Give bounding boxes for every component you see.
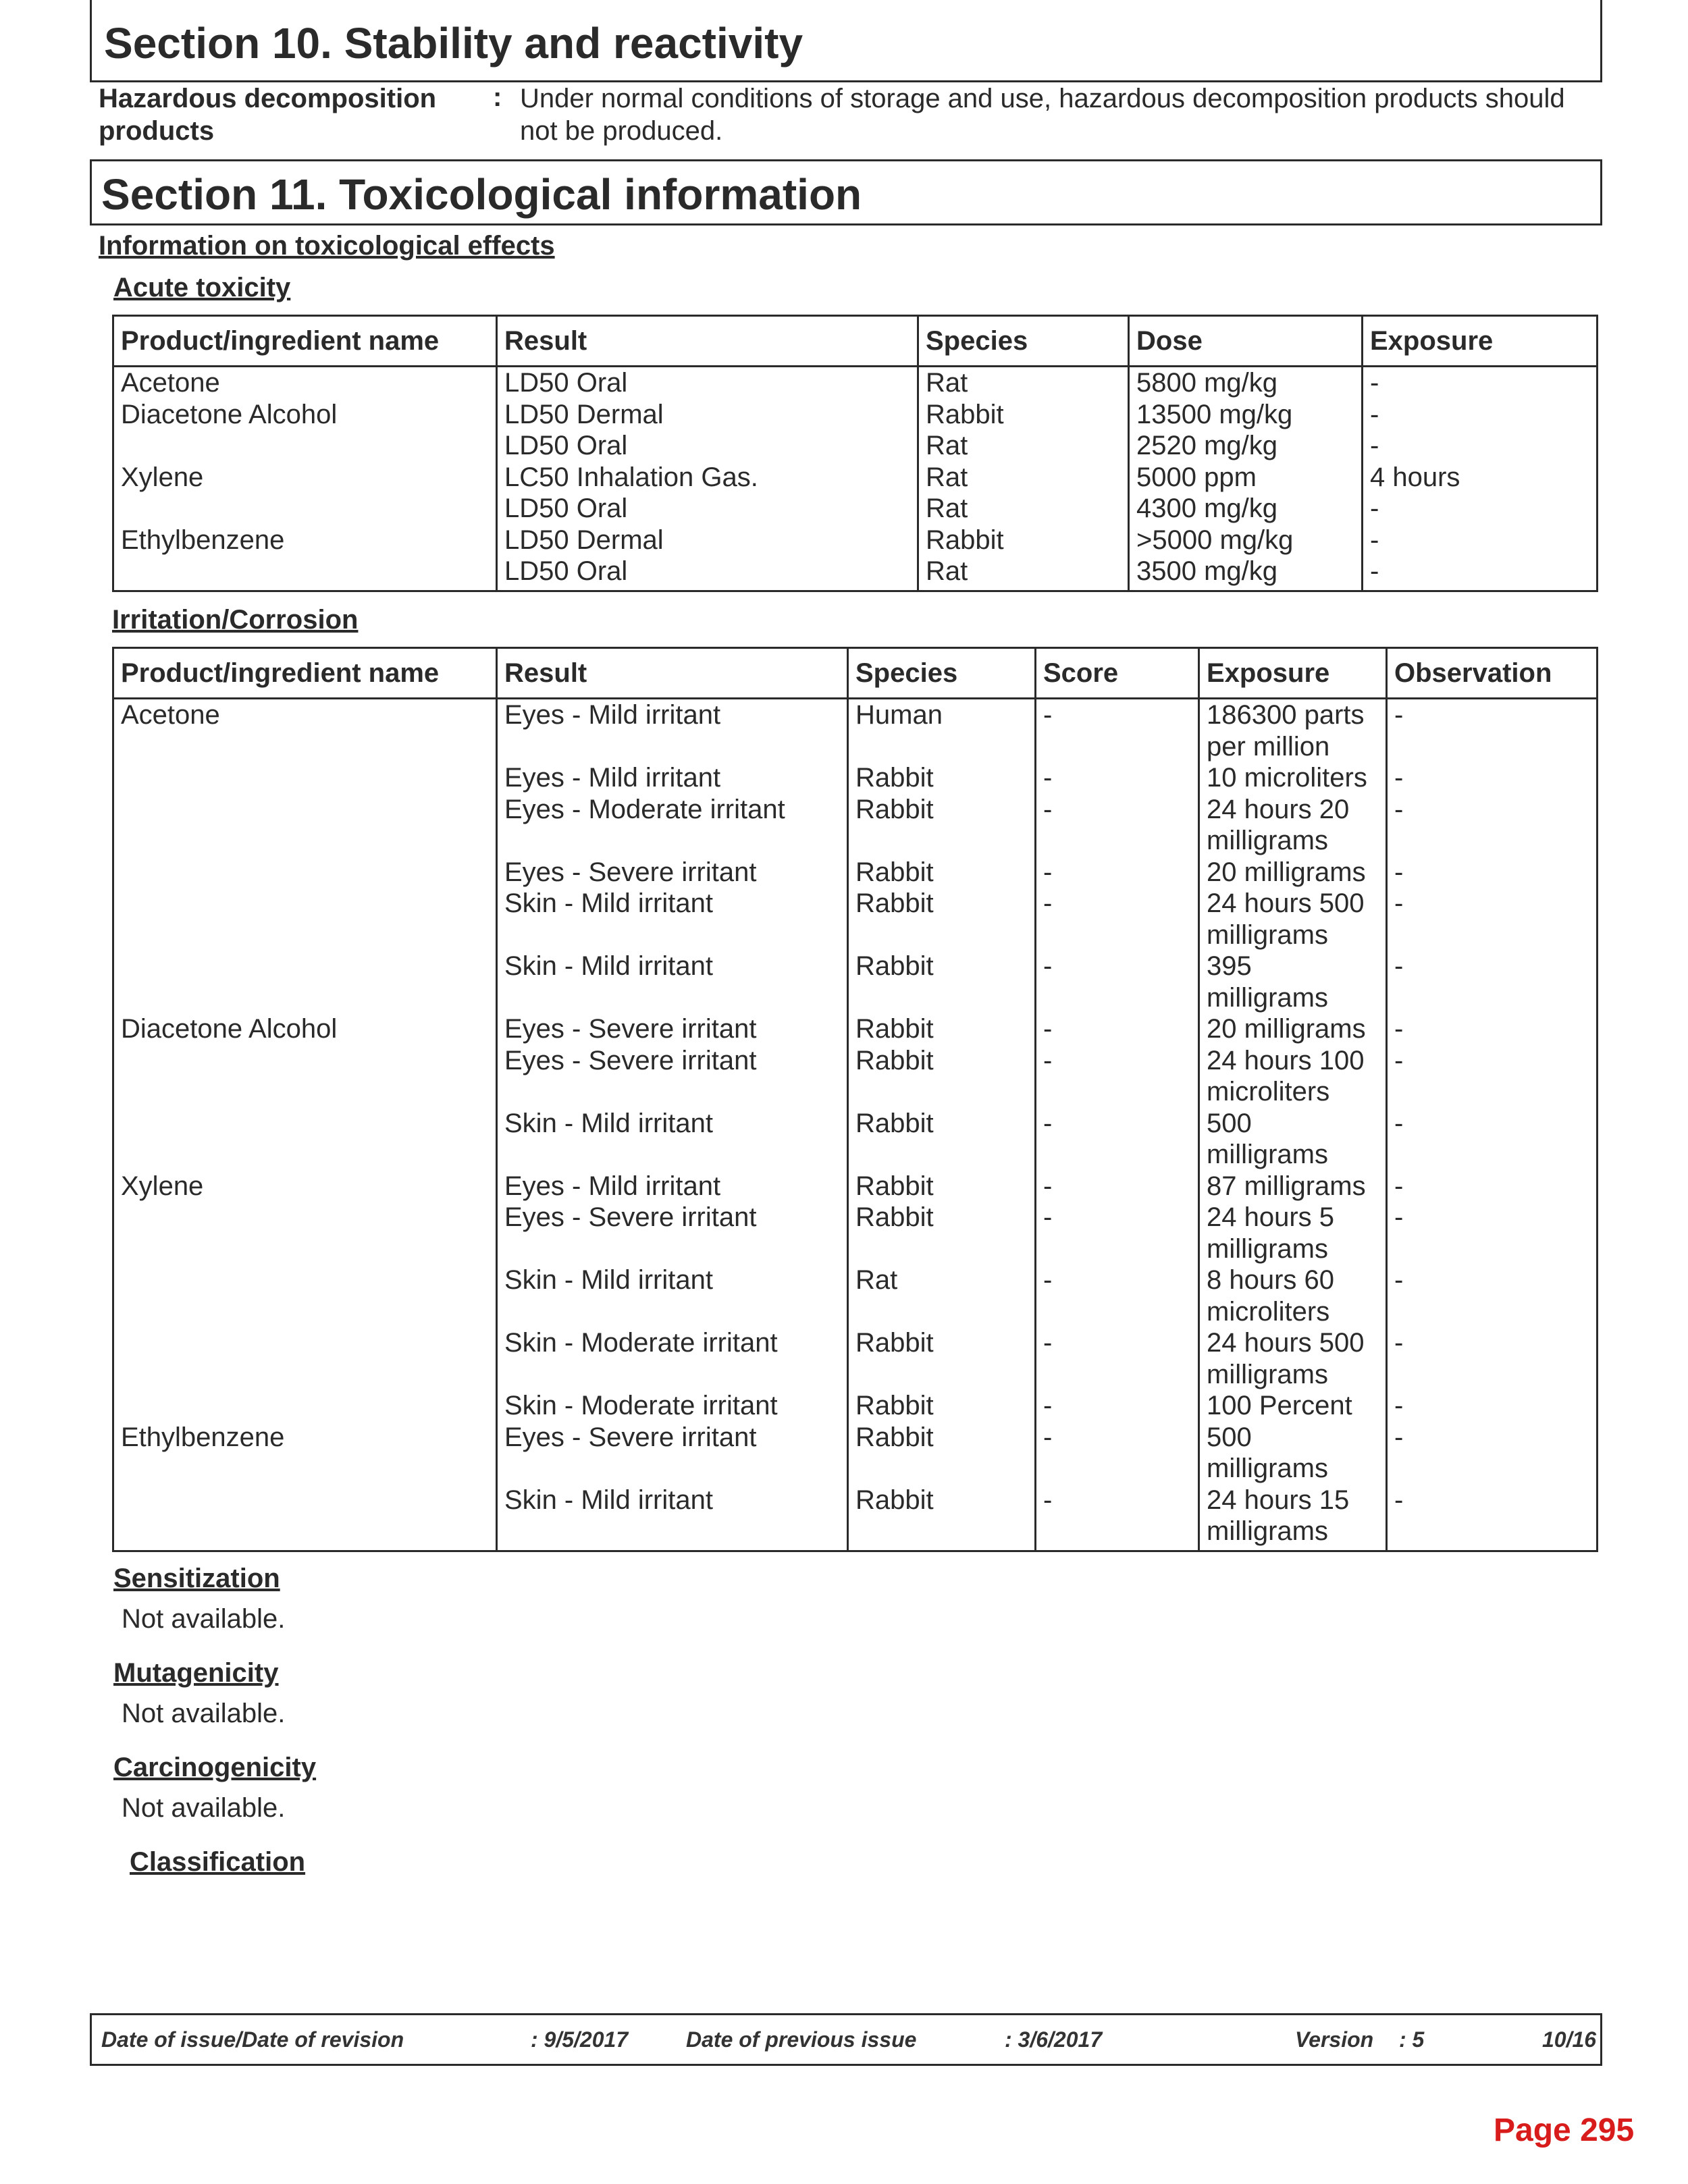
acute-toxicity-header-cell: Exposure <box>1363 316 1598 367</box>
irritation-cell <box>113 1045 497 1108</box>
irritation-cell: - <box>1036 1171 1199 1202</box>
hazardous-decomposition-label <box>99 82 436 147</box>
label-line-1: Hazardous decomposition <box>99 84 437 113</box>
acute-toxicity-cell: - <box>1363 525 1598 556</box>
irritation-cell: 20 milligrams <box>1199 857 1387 888</box>
irritation-cell: - <box>1036 1013 1199 1045</box>
irritation-cell: 20 milligrams <box>1199 1013 1387 1045</box>
irritation-row <box>113 1390 1598 1422</box>
irritation-cell: Rabbit <box>848 1045 1036 1108</box>
acute-toxicity-cell <box>113 556 497 591</box>
acute-toxicity-cell: - <box>1363 493 1598 525</box>
irritation-cell: Eyes - Mild irritant <box>497 762 848 794</box>
irritation-cell <box>113 1202 497 1264</box>
issue-date-label: Date of issue/Date of revision <box>101 2027 404 2052</box>
acute-toxicity-cell: Rat <box>918 430 1129 462</box>
irritation-cell: Eyes - Moderate irritant <box>497 794 848 857</box>
irritation-cell: - <box>1387 1013 1598 1045</box>
acute-toxicity-cell: LD50 Oral <box>497 556 918 591</box>
acute-toxicity-cell: Diacetone Alcohol <box>113 399 497 431</box>
irritation-row <box>113 1422 1598 1485</box>
irritation-cell: Skin - Mild irritant <box>497 1485 848 1551</box>
irritation-header-cell: Exposure <box>1199 648 1387 699</box>
irritation-row <box>113 794 1598 857</box>
irritation-corrosion-table <box>112 647 1598 1552</box>
irritation-cell <box>113 794 497 857</box>
irritation-cell: 100 Percent <box>1199 1390 1387 1422</box>
irritation-cell: 24 hours 20 milligrams <box>1199 794 1387 857</box>
irritation-cell: Eyes - Severe irritant <box>497 1422 848 1485</box>
acute-toxicity-table <box>112 315 1598 592</box>
irritation-cell: Eyes - Mild irritant <box>497 699 848 763</box>
irritation-cell: Skin - Mild irritant <box>497 1264 848 1327</box>
irritation-cell: - <box>1036 951 1199 1013</box>
irritation-row <box>113 699 1598 763</box>
irritation-cell: - <box>1387 1390 1598 1422</box>
irritation-cell: Diacetone Alcohol <box>113 1013 497 1045</box>
acute-toxicity-cell: Rat <box>918 493 1129 525</box>
irritation-cell: - <box>1387 951 1598 1013</box>
irritation-header-cell: Observation <box>1387 648 1598 699</box>
acute-toxicity-cell: 4 hours <box>1363 462 1598 494</box>
irritation-row <box>113 888 1598 951</box>
irritation-cell: 395 milligrams <box>1199 951 1387 1013</box>
irritation-cell: Rabbit <box>848 1202 1036 1264</box>
acute-toxicity-cell <box>113 493 497 525</box>
acute-toxicity-row <box>113 399 1598 431</box>
irritation-cell: - <box>1387 762 1598 794</box>
mutagenicity-heading: Mutagenicity <box>113 1658 279 1688</box>
classification-heading: Classification <box>130 1847 306 1877</box>
acute-toxicity-cell: - <box>1363 399 1598 431</box>
colon-separator: : <box>493 82 502 112</box>
irritation-cell: Eyes - Severe irritant <box>497 1045 848 1108</box>
document-footer <box>90 2013 1602 2066</box>
irritation-cell: - <box>1036 699 1199 763</box>
acute-toxicity-cell: Rabbit <box>918 525 1129 556</box>
acute-toxicity-row <box>113 462 1598 494</box>
irritation-cell: - <box>1036 1202 1199 1264</box>
irritation-cell: Skin - Mild irritant <box>497 888 848 951</box>
irritation-cell: - <box>1387 1108 1598 1171</box>
irritation-cell: 8 hours 60 microliters <box>1199 1264 1387 1327</box>
page-stamp: Page 295 <box>1494 2112 1635 2148</box>
irritation-row <box>113 1108 1598 1171</box>
acute-toxicity-cell: 13500 mg/kg <box>1129 399 1363 431</box>
version-value: : 5 <box>1399 2027 1425 2052</box>
irritation-cell: 87 milligrams <box>1199 1171 1387 1202</box>
irritation-cell: 24 hours 5 milligrams <box>1199 1202 1387 1264</box>
acute-toxicity-cell: LD50 Dermal <box>497 525 918 556</box>
irritation-cell <box>113 951 497 1013</box>
irritation-cell: 10 microliters <box>1199 762 1387 794</box>
irritation-cell <box>113 857 497 888</box>
irritation-cell: - <box>1036 1485 1199 1551</box>
irritation-cell: Eyes - Mild irritant <box>497 1171 848 1202</box>
irritation-corrosion-heading: Irritation/Corrosion <box>112 605 359 635</box>
acute-toxicity-cell: Xylene <box>113 462 497 494</box>
irritation-cell: Xylene <box>113 1171 497 1202</box>
acute-toxicity-cell: 3500 mg/kg <box>1129 556 1363 591</box>
carcinogenicity-text: Not available. <box>122 1793 286 1823</box>
acute-toxicity-row <box>113 493 1598 525</box>
irritation-cell <box>113 1390 497 1422</box>
irritation-cell: Skin - Mild irritant <box>497 951 848 1013</box>
irritation-cell: - <box>1387 1422 1598 1485</box>
section-10-title: Section 10. Stability and reactivity <box>104 19 803 68</box>
acute-toxicity-cell: 2520 mg/kg <box>1129 430 1363 462</box>
irritation-cell: - <box>1387 794 1598 857</box>
irritation-cell: 24 hours 100 microliters <box>1199 1045 1387 1108</box>
irritation-cell: 24 hours 15 milligrams <box>1199 1485 1387 1551</box>
carcinogenicity-heading: Carcinogenicity <box>113 1753 317 1782</box>
acute-toxicity-cell: >5000 mg/kg <box>1129 525 1363 556</box>
label-line-2: products <box>99 116 215 146</box>
irritation-cell <box>113 1485 497 1551</box>
irritation-cell: Ethylbenzene <box>113 1422 497 1485</box>
irritation-cell: - <box>1387 699 1598 763</box>
acute-toxicity-cell: Rat <box>918 367 1129 399</box>
acute-toxicity-heading: Acute toxicity <box>113 273 291 302</box>
irritation-row <box>113 951 1598 1013</box>
irritation-cell: - <box>1387 1485 1598 1551</box>
irritation-cell: - <box>1387 1045 1598 1108</box>
version-label: Version <box>1295 2027 1374 2052</box>
irritation-cell: - <box>1036 1327 1199 1390</box>
acute-toxicity-cell: LD50 Oral <box>497 493 918 525</box>
acute-toxicity-row <box>113 556 1598 591</box>
acute-toxicity-cell <box>113 430 497 462</box>
irritation-cell: - <box>1387 1264 1598 1327</box>
irritation-row <box>113 1171 1598 1202</box>
acute-toxicity-cell: Rabbit <box>918 399 1129 431</box>
value-line-2: not be produced. <box>520 116 723 146</box>
irritation-cell <box>113 1108 497 1171</box>
toxicological-effects-heading: Information on toxicological effects <box>99 231 555 261</box>
irritation-header-cell: Score <box>1036 648 1199 699</box>
acute-toxicity-cell: 5800 mg/kg <box>1129 367 1363 399</box>
acute-toxicity-cell: LC50 Inhalation Gas. <box>497 462 918 494</box>
irritation-cell: - <box>1387 888 1598 951</box>
irritation-cell: Rabbit <box>848 794 1036 857</box>
irritation-cell: - <box>1036 762 1199 794</box>
section-10-header <box>90 0 1602 82</box>
acute-toxicity-cell: - <box>1363 430 1598 462</box>
irritation-row <box>113 1045 1598 1108</box>
irritation-cell: Rabbit <box>848 1013 1036 1045</box>
irritation-cell: Rabbit <box>848 762 1036 794</box>
irritation-cell: - <box>1036 857 1199 888</box>
irritation-cell: Skin - Moderate irritant <box>497 1390 848 1422</box>
acute-toxicity-cell: Acetone <box>113 367 497 399</box>
acute-toxicity-cell: - <box>1363 556 1598 591</box>
irritation-row <box>113 1327 1598 1390</box>
acute-toxicity-header-cell: Product/ingredient name <box>113 316 497 367</box>
acute-toxicity-header-cell: Dose <box>1129 316 1363 367</box>
irritation-cell <box>113 1264 497 1327</box>
previous-issue-label: Date of previous issue <box>686 2027 917 2052</box>
hazardous-decomposition-value <box>520 82 1565 147</box>
irritation-cell: Eyes - Severe irritant <box>497 857 848 888</box>
sensitization-heading: Sensitization <box>113 1564 280 1593</box>
acute-toxicity-header-cell: Species <box>918 316 1129 367</box>
page-counter: 10/16 <box>1542 2027 1597 2052</box>
acute-toxicity-row <box>113 430 1598 462</box>
irritation-cell: Rabbit <box>848 1390 1036 1422</box>
acute-toxicity-cell: 4300 mg/kg <box>1129 493 1363 525</box>
value-line-1: Under normal conditions of storage and use, hazardous decomposition products should <box>520 84 1565 113</box>
acute-toxicity-header-cell: Result <box>497 316 918 367</box>
acute-toxicity-row <box>113 367 1598 399</box>
irritation-cell: Rabbit <box>848 857 1036 888</box>
irritation-cell <box>113 888 497 951</box>
irritation-row <box>113 1202 1598 1264</box>
acute-toxicity-cell: LD50 Dermal <box>497 399 918 431</box>
irritation-row <box>113 1264 1598 1327</box>
irritation-cell: - <box>1036 1108 1199 1171</box>
irritation-cell: Eyes - Severe irritant <box>497 1202 848 1264</box>
sensitization-text: Not available. <box>122 1604 286 1634</box>
irritation-row <box>113 762 1598 794</box>
acute-toxicity-cell: - <box>1363 367 1598 399</box>
irritation-cell <box>113 1327 497 1390</box>
irritation-cell: 24 hours 500 milligrams <box>1199 1327 1387 1390</box>
acute-toxicity-cell: Ethylbenzene <box>113 525 497 556</box>
irritation-cell: Rabbit <box>848 1108 1036 1171</box>
irritation-cell: 24 hours 500 milligrams <box>1199 888 1387 951</box>
irritation-cell: - <box>1036 794 1199 857</box>
irritation-header-cell: Product/ingredient name <box>113 648 497 699</box>
irritation-cell: 500 milligrams <box>1199 1108 1387 1171</box>
irritation-cell: - <box>1036 1390 1199 1422</box>
irritation-cell: 186300 parts per million <box>1199 699 1387 763</box>
acute-toxicity-cell: LD50 Oral <box>497 367 918 399</box>
irritation-cell: - <box>1387 857 1598 888</box>
acute-toxicity-cell: Rat <box>918 462 1129 494</box>
section-11-header <box>90 159 1602 225</box>
irritation-cell: Skin - Moderate irritant <box>497 1327 848 1390</box>
irritation-cell: Rat <box>848 1264 1036 1327</box>
irritation-cell: Rabbit <box>848 1327 1036 1390</box>
irritation-header-cell: Species <box>848 648 1036 699</box>
irritation-cell: Rabbit <box>848 1485 1036 1551</box>
irritation-cell: - <box>1036 888 1199 951</box>
irritation-cell: Human <box>848 699 1036 763</box>
mutagenicity-text: Not available. <box>122 1699 286 1728</box>
irritation-cell: - <box>1036 1045 1199 1108</box>
irritation-cell <box>113 762 497 794</box>
irritation-cell: Eyes - Severe irritant <box>497 1013 848 1045</box>
acute-toxicity-cell: LD50 Oral <box>497 430 918 462</box>
irritation-cell: Rabbit <box>848 1422 1036 1485</box>
irritation-cell: - <box>1387 1202 1598 1264</box>
acute-toxicity-cell: 5000 ppm <box>1129 462 1363 494</box>
irritation-row <box>113 1485 1598 1551</box>
previous-issue-value: : 3/6/2017 <box>1005 2027 1103 2052</box>
irritation-cell: Rabbit <box>848 888 1036 951</box>
irritation-cell: Acetone <box>113 699 497 763</box>
section-11-title: Section 11. Toxicological information <box>101 170 862 219</box>
irritation-header-cell: Result <box>497 648 848 699</box>
irritation-cell: - <box>1036 1422 1199 1485</box>
irritation-row <box>113 1013 1598 1045</box>
acute-toxicity-cell: Rat <box>918 556 1129 591</box>
acute-toxicity-row <box>113 525 1598 556</box>
issue-date-value: : 9/5/2017 <box>531 2027 629 2052</box>
irritation-cell: - <box>1036 1264 1199 1327</box>
irritation-cell: Rabbit <box>848 951 1036 1013</box>
irritation-cell: - <box>1387 1171 1598 1202</box>
irritation-row <box>113 857 1598 888</box>
irritation-cell: Rabbit <box>848 1171 1036 1202</box>
irritation-cell: - <box>1387 1327 1598 1390</box>
irritation-cell: Skin - Mild irritant <box>497 1108 848 1171</box>
irritation-cell: 500 milligrams <box>1199 1422 1387 1485</box>
